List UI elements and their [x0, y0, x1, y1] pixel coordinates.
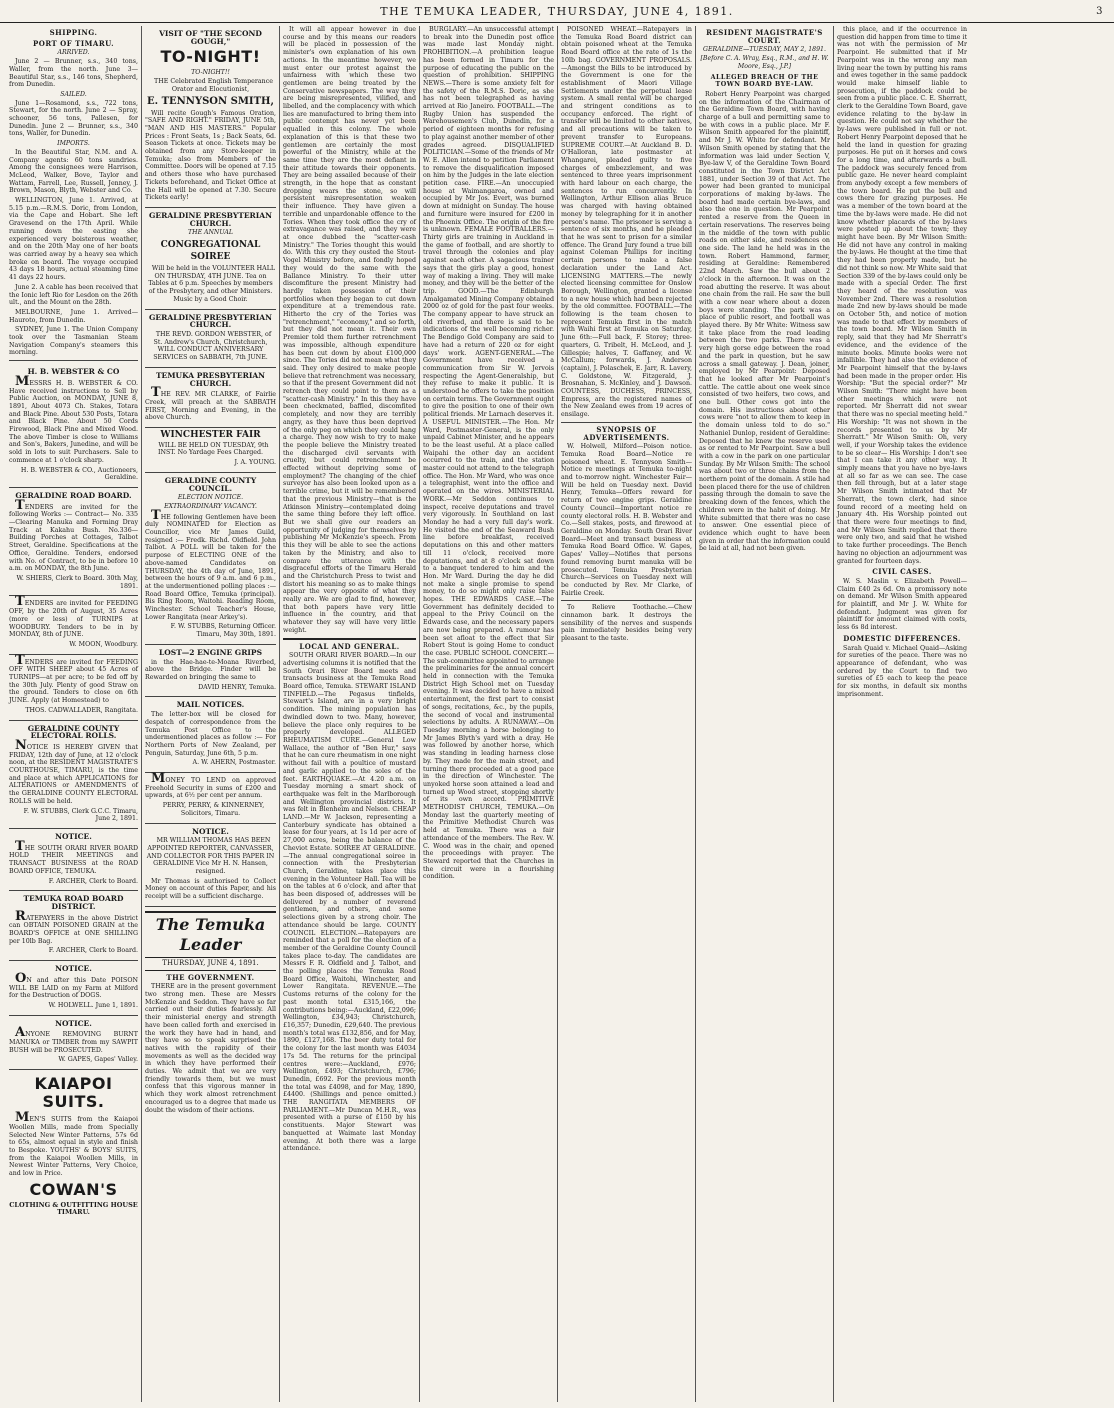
local-heading: LOCAL AND GENERAL.: [299, 641, 400, 651]
presby2-body: THE REVD. GORDON WEBSTER, of St. Andrew's Church, Christchurch, WILL CONDUCT ANNIVERSARY SERVICES on SABBATH, 7th JUNE.: [153, 330, 272, 362]
lost-body: in the Hae-hae-te-Moana Riverbed, above the Bridge. Finder will be Rewarded on bringing the same to: [145, 658, 276, 681]
thomas-body: MR WILLIAM THOMAS HAS BEEN APPOINTED REPORTER, CANVASSER, AND COLLECTOR FOR THIS PAPER IN GERALDINE Vice Mr H. N. Hansen, resigned.: [146, 837, 275, 876]
temuka-road-ad: [9, 891, 138, 961]
road-board-text: TENDERS are invited for the following Works :— Contract— No. 335—Clearing Manuka and Forming Dray Track at Kakahu Bush. No.336—Building Porches at Cottages, Talbot Street, Geraldine. Specifications at the Office, Geraldine. Tenders, endorsed with No. of Contract, to be in before 10 a.m. on MONDAY, the 8th June.: [9, 497, 138, 573]
masthead-title: THE TEMUKA LEADER, THURSDAY, JUNE 4, 1891.: [380, 4, 734, 18]
gapes-text: ANYONE REMOVING BURNT MANUKA or TIMBER from my SAWPIT BUSH will be PROSECUTED.: [9, 1025, 138, 1054]
money-signature: PERRY, PERRY, & KINNERNEY, Solicitors, Timaru.: [162, 802, 265, 817]
feeding-text: TENDERS are invited for FEEDING OFF, by the 20th of August, 35 Acres (more or less) of TURNIPS at WOODBURY. Tenders to be in by MONDAY, 8th of JUNE.: [9, 594, 138, 639]
column-7: [834, 26, 970, 1402]
local-text: SOUTH ORARI RIVER BOARD.—In our advertising columns it is notified that the South Orari River Board meets and transacts business at the Temuka Road Board office, Temuka. STEWART ISLAND TINFIELD.—The Pegasus tinfields, Stewart's Island, are in a very bright condition. The mining population has dwindled down to two. Many, however, believe the place only requires to be properly developed. ALLEGED RHEUMATISM CURE.—General Low Wallace, the author of "Ben Hur," says that he can cure rheumatism in one night without fail with a poultice of mustard and garlic applied to the soles of the feet. EARTHQUAKE.—At 4.20 a.m. on Tuesday morning a smart shock of earthquake was felt in the Marlborough and Wellington provincial districts. It was felt in Blenheim and Nelson. CHEAP LAND.—Mr W. Jackson, representing a Canterbury syndicate has obtained a lease for four years, at 1s 1d per acre of 27,000 acres, being the balance of the Cheviot Estate. SOIREE AT GERALDINE.—The annual congregational soiree in connection with the Presbyterian Church, Geraldine, takes place this evening in the Volunteer Hall. Tea will be on the tables at 6 o'clock, and after that has been disposed of, addresses will be delivered by a number of reverend gentlemen, and others, and some selections given by a strong choir. The attendance should be large. COUNTY COUNCIL ELECTION.—Ratepayers are reminded that a poll for the election of a member of the Geraldine County Council takes place to-day. The candidates are Messrs F. R. Oldfield and J. Talbot, and the polling places the Temuka Road Board Office, Waitohi, Winchester, and Lower Rangitata. REVENUE.—The Customs returns of the colony for the past month total £315,166, the contributions being:—Auckland, £22,096; Wellington, £34,943; Christchurch, £16,357; Dunedin, £29,640. The previous month's total was £132,856, and for May, 1890, £127,168. The beer duty total for the colony for the last month was £4034 17s 5d. The returns for the principal centres were:—Auckland, £976; Wellington, £493; Christchurch, £796; Dunedin, £692. For the previous month the total was £4098, and for May, 1890, £4400. (Shillings and pence omitted.) THE RANGITATA MEMBERS OF PARLIAMENT.—Mr Duncan M.H.R., was presented with a purse of £150 by his constituents. Major Stewart was banquetted at Waimate last Monday evening. At both there was a large attendance.: [283, 652, 416, 1153]
tonight-heading: TO-NIGHT!: [160, 47, 261, 67]
presby-body: Will be held in the VOLUNTEER HALL ON THURSDAY, 4TH JUNE. Tea on Tables at 6 p.m. Speeches by members of the Presbytery, and other Ministers. Music by a Good Choir.: [148, 265, 276, 303]
presby-anniversary-ad: [145, 310, 276, 368]
south-orari-ad: [9, 829, 138, 891]
poison-signature: W. HOLWELL. June 1, 1891.: [48, 1001, 138, 1009]
lost-signature: DAVID HENRY, Temuka.: [198, 683, 276, 691]
road-board-heading: GERALDINE ROAD BOARD.: [15, 490, 132, 500]
temuka-presby-body: THE REV. MR CLARKE, of Fairlie Creek, will preach at the SABBATH FIRST, Morning and Evening, in the above Church.: [145, 385, 276, 422]
visit-heading: VISIT OF "THE SECOND GOUGH,": [159, 29, 262, 46]
presby-heading: GERALDINE PRESBYTERIAN CHURCH.: [149, 210, 272, 228]
court-text-cont: this place, and if the occurrence in question did happen from time to time it was not with the permission of Mr Pearpoint. He submitted that if Mr Pearpoint was in the wrong any man living near the town by putting his rams and ewes together in the same paddock would make himself liable to prosecution, if the paddock could be seen from a public place. C. E. Sherratt, clerk to the Geraldine Town Board, gave evidence relating to the by-law in question. He could not say whether the by-laws were published in full or not. Robert Henry Pearpoint deposed that he held the land in question for grazing purposes. He put on it horses and cows for a long time, and afterwards a bull. The paddock was securely fenced from public gaze. He never heard complaint from anybody except a few members of the town board. He put the bull and cows there for grazing purposes. He was a member of the town board at the time the by-laws were made. He did not know whether placards of the by-laws were posted up about the town; they might have been. By Mr Wilson Smith: He did not have any control in making the by-laws. He thought at the time that they had been properly made, but he did not think so now. Mr White said that Section 339 of the by-laws could only be made with a special Order. The first they heard of the resolution was November 2nd. There was a resolution made 2nd new by-laws should be made on October 5th, and notice of motion was made to that effect by members of the town board. Mr Wilson Smith in reply, said that they had Mr Sherratt's evidence, and the evidence of the minute books. Minute books were not infallible. They had also the evidence of Mr Pearpoint himself that the by-laws had been made in the proper order. His Worship: "But the special order?" Mr Wilson Smith: "There might have been other meetings which were not reported. Mr Sherratt did not swear that there was no special meeting held." His Worship: "It was not shown in the records presented to us by Mr Sherratt." Mr Wilson Smith: Oh, very well, if your Worship takes the evidence to be so clear— His Worship: I don't see that I can take it any other way. It simply means that you have no bye-laws at all so far as we can see. The case then fell through, but at a later stage Mr Wilson Smith intimated that Mr Sherratt, the town clerk, had since found record of a meeting held on January 4th. His Worship pointed out that there were four meetings to find, and Mr Wilson Smith replied that there were only two, and said that he wished to take further proceedings. The Bench having no objection an adjournment was granted for fourteen days.: [837, 26, 967, 565]
column-2: [142, 26, 280, 1402]
cowan-text: CLOTHING & OUTFITTING HOUSE TIMARU.: [9, 1200, 138, 1217]
temuka-road-text: RATEPAYERS in the above District can OBTAIN POISONED GRAIN at the BOARD'S OFFICE at ONE SHILLING per 10lb Bag.: [9, 908, 138, 945]
government-text-cont: It will all appear however in due course and by this means our readers will be placed in possession of the minister's own explanation of his own actions. In the meantime however, we must enter our protest against the unfairness with which these two gentlemen are being treated by the Conservative newspapers. The way they are being misrepresented, vilified, and libelled, and the complacency with which lies are manufactured to bring them into public contempt has never yet been equalled in this colony. The whole explanation of this is that these two gentlemen are certainly the most powerful of the Ministry, while at the same time they are the most defiant in their attitude towards their opponents. They are being assailed because of their strength, in the hope that as constant dropping wears the stone, so will persistent misrepresentation weaken their influence. They have given a terrible and unpardonable offence to the Tories. When they took office the cry of extravagance was raised, and they were at once dubbed the "scatter-cash Ministry." The Tories thought this would do. With this cry they ousted the Stout-Vogel Ministry before, and fondly hoped they would do the same with the Ballance Ministry. To their utter discomfiture the present Ministry had hardly taken possession of their portfolios when they began to cut down expenditure at a tremendous rate. Hitherto the cry of the Tories was "retrenchment," "economy," and so forth, but they did not mean it. Their own Premier told them further retrenchment was impossible, although expenditure has been cut down by about £100,000 since. The Tories did not mean what they said. They only desired to make people believe that retrenchment was necessary, so that if the present Government did not retrench they could point to them as a "scatter-cash Ministry." In this they have been checkmated, baffled, discomfited completely, and now they are terribly angry, as they have thus been deprived of the only peg on which they could hang a charge. They now wish to try to make the people believe the Ministry treated the discharged civil servants with cruelty, but could retrenchment be effected without depriving some of employment? The changing of the chief surveyor has also been looked upon as a terrible crime, but it will be remembered that the previous Ministry—that is the Atkinson Ministry—contemplated doing the same thing before they left office. But we shall give our readers an opportunity of judging for themselves by publishing Mr McKenzie's speech. From this they will be able to see the actions taken by the Ministry, and also to compare the utterance with the disgraceful efforts of the Timaru Herald and the Christchurch Press to twist and distort his meaning so as to make things appear the very opposite of what they really are. We are glad to find, however, that both papers have very little influence in the country, and that whatever they say will have very little weight.: [283, 26, 416, 634]
page-number: 3: [1096, 5, 1104, 17]
sailed-text: June 1—Rosamond, s.s., 722 tons, Stewart, for the north. June 2 — Spray, schooner, 56 tons, Pallesen, for Dunedin. June 2 — Brunner, s.s., 340 tons, Waller, for Dunedin.: [9, 99, 138, 138]
government-text: THERE are in the present government two strong men. These are Messrs McKenzie and Seddon. They have so far carried out their duties fearlessly. All their ministerial energy and strength have been called forth and exercised in the work they have had in hand, and they have so to speak surprised the natives with the rapidity of their movements as well as the decided way in which they have performed their duties. We admit that we are very friendly towards them, but we must confess that this vigorous manner in which they work almost retrenchment encouraged us to a degree that made us doubt the wisdom of their actions.: [145, 983, 276, 1114]
gapes-signature: W. GAPES, Gapes' Valley.: [58, 1056, 138, 1064]
temuka-presby-heading: TEMUKA PRESBYTERIAN CHURCH.: [155, 370, 266, 388]
kaiapoi-ad: [9, 1070, 138, 1220]
shipping-heading: SHIPPING.: [49, 28, 98, 37]
arrived-text: June 2 — Brunner, s.s., 340 tons, Waller, from the north. June 3—Beautiful Star, s.s., 146 tons, Shepherd, from Dunedin.: [9, 58, 138, 89]
gapes-heading: NOTICE.: [55, 1018, 92, 1028]
feeding-ad: [9, 596, 138, 654]
temuka-road-heading: TEMUKA ROAD BOARD DISTRICT.: [23, 894, 124, 911]
government-heading: THE GOVERNMENT.: [166, 972, 255, 982]
imports-text: In the Beautiful Star, N.M. and A. Company agents: 60 tons sundries. Among the consignees were Harrison, McLeod, Walker, Bove, Taylor and Wattam, Farrell, Lee, Russell, Jenney, J. Brown, Mason, Blyth, Webster and Co.: [9, 148, 138, 195]
mail-ad: [145, 697, 276, 773]
south-orari-text: THE SOUTH ORARI RIVER BOARD HOLD THEIR MEETINGS and TRANSACT BUSINESS at the ROAD BOARD OFFICE, TEMUKA.: [9, 838, 138, 875]
lost-heading: LOST—2 ENGINE GRIPS: [158, 647, 262, 657]
tennyson-ad: [145, 26, 276, 208]
sheep-ad: [9, 652, 138, 721]
breach-heading: ALLEGED BREACH OF THE TOWN BOARD BYE-LAW.: [710, 73, 819, 89]
gapes-ad: [9, 1016, 138, 1071]
temuka-road-signature: F. ARCHER, Clerk to Board.: [48, 947, 138, 955]
webster-signature: H. B. WEBSTER & CO., Auctioneers, Geraldine.: [20, 466, 138, 482]
domestic-heading: DOMESTIC DIFFERENCES.: [843, 633, 961, 643]
melbourne-text: MELBOURNE, June 1. Arrived—Hauroto, from Dunedin.: [9, 308, 138, 324]
issue-date: THURSDAY, JUNE 4, 1891.: [145, 960, 276, 971]
column-6: [696, 26, 834, 1402]
council-ad: [145, 473, 276, 645]
sydney-text: SYDNEY, June 1. The Union Company took over the Tasmanian Steam Navigation Company's steamers this morning.: [9, 326, 138, 357]
thomas-ad: [145, 824, 276, 907]
column-1: [6, 26, 142, 1402]
thomas-body-2: Mr Thomas is authorised to Collect Money on account of this Paper, and his receipt will be a sufficient discharge.: [145, 877, 276, 901]
tennyson-intro: THE Celebrated English Temperance Orator and Elocutionist,: [154, 78, 273, 93]
electoral-ad: [9, 721, 138, 829]
poison-heading: NOTICE.: [55, 964, 92, 974]
court-text: Robert Henry Pearpoint was charged on the information of the Chairman of the Geraldine Town Board, with having charge of a bull and permitting same to be with cows in a public place. Mr F. Wilson Smith appeared for the plaintiff, and Mr J. W. White for defendant. Mr Wilson Smith opened by stating that the information was laid under Section V, Bye-law V, of the Geraldine Town Board constituted in the Town District Act 1881, under Section 39 of that Act. The power had been granted to municipal corporations of making by-laws. The board had made certain bye-laws, and also the one in question. Mr Pearpoint rented a reserve from the Queen in certain reservations. The reserves being in the middle of the town with public roads on either side, and residences on one side. The land he held was in the town. Robert Hammond, farmer, residing at Geraldine: Remembered 22nd March. Saw the bull about 2 o'clock in the afternoon. It was on the road abutting the reserve. It was about one chain from the rail. He saw the bull with a cow near where about a dozen boys were standing. The park was a place of public resort, and football was played there. By Mr White: Witness saw it take place from the road leading between the two parks. There was a very high gorse edge between the road and the park in question, but he saw across a small gateway. J. Dean, joiner, employed by Mr Pearpoint: Deposed that he looked after Mr Pearpoint's cattle. The cattle about one week since consisted of two heifers, two cows, and one bull. Other cows got into the domain. His instructions about other cows were "not to allow them to keep in the domain unless told to do so." Nathaniel Dunlop, resident of Geraldine: Deposed that he knew the reserve used as or rented to Mr Pearpoint. Saw a bull with a cow in the park on one particular Sunday. By Mr Wilson Smith: The school was about two or three chains from the northern point of the domain. A stile had been placed there for the use of children passing through the domain to save the breaking down of the fences, which the children were in the habit of doing. Mr White submitted that there was no case to answer. One essential piece of evidence which ought to have been given in order that the information could be laid at all, had not been given.: [699, 90, 830, 553]
poison-ad: [9, 961, 138, 1016]
presby2-heading: GERALDINE PRESBYTERIAN CHURCH.: [149, 312, 272, 330]
council-body: THE following Gentlemen have been duly NOMINATED for Election as Councillor, vice Mr James Guild, resigned :— Fredk. Richd. Oldfield. John Talbot. A POLL will be taken for the purpose of ELECTING ONE of the above-named Candidates on THURSDAY, the 4th day of June, 1891, between the hours of 9 a.m. and 6 p.m., at the undermentioned polling places :— Road Board Office, Temuka (principal). Bis Ring Room, Waitohi. Reading Room, Winchester. School Teacher's House, Lower Rangitata (near Arkey's).: [145, 507, 276, 621]
kaiapoi-text: MEN'S SUITS from the Kaiapoi Woollen Mills, made from Specially Selected New Winter Patterns, 57s 6d to 65s, almost equal in style and finish to Bespoke. YOUTHS' & BOYS' SUITS, from the Kaiapoi Woollen Mills, in Newest Winter Patterns, Very Choice, and low in Price.: [9, 1110, 138, 1178]
toothache-text: To Relieve Toothache.—Chew cinnamon bark. It destroys the sensibility of the nerves and suspends pain immediately besides being very pleasant to the taste.: [561, 604, 692, 643]
money-ad: [145, 773, 276, 824]
sheep-text: TENDERS are invited for FEEDING OFF WITH SHEEP about 45 Acres of TURNIPS—at per acre; to be fed off by the 30th July. Plenty of good Straw on the ground. Tenders to close on 6th JUNE. Apply (at Homestead) to: [9, 652, 138, 705]
mail-body: The letter-box will be closed for despatch of correspondence from the Temuka Post Office to the undermentioned places as follow :— For Northern Ports of New Zealand, per Penguin, Saturday, June 6th, 5 p.m.: [145, 711, 276, 757]
winchester-heading: WINCHESTER FAIR: [160, 430, 261, 441]
mail-signature: A. W. AHERN, Postmaster.: [192, 759, 276, 767]
court-heading: RESIDENT MAGISTRATE'S COURT.: [706, 28, 823, 45]
port-heading: PORT OF TIMARU.: [32, 38, 115, 48]
sheep-signature: THOS. CADWALLADER, Rangitata.: [25, 706, 138, 714]
local-text-cont-2: POISONED WHEAT.—Ratepayers in the Temuka Road Board district can obtain poisoned wheat at the Temuka Road Board office at the rate of 1s the 10lb bag. GOVERNMENT PROPOSALS.—Amongst the Bills to be introduced by the Government is one for the establishment of Maori Village Settlements under the perpetual lease system. A small rental will be charged and stringent conditions as to occupancy enforced. The right of transfer will be limited to other natives, and all precautions will be taken to prevent transfer to Europeans. SUPREME COURT.—At Auckland B. D. O'Halloran, late postmaster at Whangarei, pleaded guilty to five charges of embezzlement, and was sentenced to three years imprisonment with hard labour on each charge, the sentences to run concurrently. In Wellington, Arthur Ellison alias Bruce was charged with having obtained money by telegraphing for it in another person's name. The prisoner is serving a sentence of six months, and he pleaded that he was sent to prison for a similar offence. The Grand Jury found a true bill against Coleman Phillips for inciting certain persons to make a false declaration under the Land Act. LICENSING MATTERS.—The newly elected licensing committee for Onslow Borough, Wellington, granted a license to a new house which had been rejected by the old committee. FOOTBALL.—The following is the team chosen to represent Temuka first in the match with Waihi first at Temuka on Saturday, June 6th:—Full back, F. Storey; three-quarters, G. Tribelt, H. McLeod, and J. Gillespie; halves, T. Gaffaney, and W. McCallum; forwards, J. Anderson (captain), J. Polaschek, E. Jarr, R. Lavery, C. Goldstone, W. Fitzgerald, J. Brosnahan, S. McKinley, and J. Dawson. COUNTESS, DUCHESS, PRINCESS, Empress, are the registered names of the New Zealand ewes from 19 acres of ensilage.: [561, 26, 692, 419]
south-orari-heading: NOTICE.: [55, 831, 92, 841]
newspaper-columns: [6, 26, 1108, 1402]
electoral-text: NOTICE IS HEREBY GIVEN that FRIDAY, 12th day of June, at 12 o'clock noon, at the RESIDENT MAGISTRATE'S COURTHOUSE, TIMARU, is the time and place at which APPLICATIONS for ALTERATIONS or AMENDMENTS of the GERALDINE COUNTY ELECTORAL ROLLS will be held.: [9, 737, 138, 805]
webster-text: MESSRS H. B. WEBSTER & CO. Have received instructions to Sell by Public Auction, on MONDAY, JUNE 8, 1891, About 4073 Ch. Stakes, Totara and Black Pine. About 530 Posts, Totara and Black Pine. About 50 Cords Firewood, Black Pine and Mixed Wood. The above Timber is close to Williams and Son's, Bakers, Junedine, and will be sold in lots to suit Purchasers. Sale to commence at 1 o'clock sharp.: [9, 373, 138, 464]
arrived-heading: ARRIVED.: [57, 49, 90, 57]
wellington-text: WELLINGTON, June 1. Arrived, at 5.15 p.m.—R.M.S. Doric, from London, via the Cape and Hobart. She left Gravesend on the 17th April. While running down the easting she experienced very boisterous weather, and on the 20th May one of her boats was carried away by a heavy sea which broke on board. The voyage occupied 43 days 18 hours, actual steaming time 41 days 22 hours.: [9, 197, 138, 282]
cable-text: June 2. A cable has been received that the Ionic left Rio for Lesdon on the 26th ult., and the Mount on the 28th.: [9, 283, 138, 307]
election-heading: ELECTION NOTICE.: [177, 494, 244, 502]
webster-heading: H. B. WEBSTER & CO: [27, 367, 120, 377]
sailed-heading: SAILED.: [60, 90, 87, 98]
page-masthead: [0, 0, 1114, 23]
synopsis-text: W. Holwell, Milford—Poison notice. Temuka Road Board—Notice re poisoned wheat. E. Tennyson Smith—Notice re meetings at Temuka to-night and to-morrow night. Winchester Fair—Will be held on Tuesday next. David Henry, Temuka—Offers reward for return of two engine grips. Geraldine County Council—Important notice re county electoral rolls. H. B. Webster and Co.—Sell stakes, posts, and firewood at Geraldine on Monday. South Orari River Board—Meet and transact business at Temuka Road Board Office. W. Gapes, Gapes' Valley—Notifies that persons found removing burnt manuka will be prosecuted. Temuka Presbyterian Church—Services on Tuesday next will be conducted by Rev. Mr Clarke, of Fairlie Creek.: [561, 443, 692, 597]
mail-heading: MAIL NOTICES.: [176, 700, 245, 710]
tennyson-body: Will recite Gough's Famous Oration, "SAFE AND RIGHT." FRIDAY, JUNE 5th, "MAN AND HIS MASTERS." Popular Prices : Front Seats, 1s ; Back Seats, 6d. Season Tickets at once. Tickets may be obtained from any Store-keeper in Temuka; also from Members of the Committee. Doors will be opened at 7.15 and others those who have purchased Tickets beforehand, and Ticket Office at the Hall will be opened at 7.30. Secure Tickets early!: [145, 109, 276, 202]
road-board-signature: W. SHIERS, Clerk to Board. 30th May, 1891.: [16, 575, 138, 590]
extraordinary-heading: EXTRAORDINARY VACANCY.: [164, 502, 257, 510]
tennyson-name: E. TENNYSON SMITH,: [147, 95, 274, 107]
tonight-subheading: TO-NIGHT!!: [191, 69, 230, 77]
civil-heading: CIVIL CASES.: [872, 567, 932, 577]
local-text-cont: BURGLARY.—An unsuccessful attempt to break into the Dunedin post office was made last Monday night. PROHIBITION.—A prohibition league has been formed in Timaru for the purpose of educating the public on the question of prohibition. SHIPPING NEWS.—There is some anxiety felt for the safety of the R.M.S. Doric, as she has not been telegraphed as having arrived at Rio Janeiro. FOOTBALL.—The Rugby Union has suspended the Warehousemen's Club, Dunedin, for a period of eighteen months for refusing to play against another member of other grades agreed. DISQUALIFIED POLITICIAN.—Some of the friends of Mr W. E. Allen intend to petition Parliament to remove the disqualification imposed on him by the Judges in the late election petition case. FIRE.—An unoccupied house at Waimangaroa, owned and occupied by Mr Jos. Evert, was burned down at midnight on Sunday. The house and furniture were insured for £200 in the Phoenix Office. The origin of the fire is unknown. FEMALE FOOTBALLERS.—Thirty girls are training in Auckland in the game of football, and are shortly to travel through the colonies and play against each other. A sagacious trainer says that the girls play a good, honest way of making a living. They will make money, and they will be the better of the trip. GOOD.—The Edinburgh Amalgamated Mining Company obtained 2000 oz of gold for the past four weeks. The company appear to have struck an old riverbed, and there is said to be indications of the well becoming richer. The Bendigo Gold Company are said to have had a return of 220 oz for eight days' work. AGENT-GENERAL.—The Government have received a communication from Sir W. Jervois respecting the Agent-Generalship, but they refuse to make it public. It is understood he offers to take the position on certain terms. The Government ought to give the position to one of their own political friends. Mr Larnach deserves it. A USEFUL MINISTER.—The Hon. Mr Ward, Postmaster-General, is the only unpaid Cabinet Minister, and he appears to be the least useful. At a place called Waipahi the other day an accident occurred to the train, and the station master could not attend to the telegraph office. The Hon. Mr Ward, who was once a telegraphist, went into the office and operated on the wires. MINISTERIAL WORK.—Mr Seddon continues to inspect, receive deputations and travel very vigorously. In Southland on last Monday he had a very full day's work. He visited the end of the Seaward Bush line before breakfast, received deputations on this and other matters till 11 o'clock, received more deputations, and at 8 o'clock sat down to a banquet tendered to him and the Hon. Mr Ward. During the day he did not make a single promise to spend money, to do so might only raise false hopes. THE EDWARDS CASE.—The Government has definitely decided to appeal to the Privy Council on the Edwards case, and the necessary papers are now being prepared. A rumour has been set afloat to the effect that Sir Robert Stout is going Home to conduct the case. PUBLIC SCHOOL CONCERT.—The sub-committee appointed to arrange the preliminaries for the annual concert held in connection with the Temuka District High School met on Tuesday evening. It was decided to have a mixed entertainment, the first part to consist of songs, recitations, &c., by the pupils, the second of vocal and instrumental selections by adults. A RUNAWAY.—On Tuesday morning a horse belonging to Mr James Blyth's yard with a dray. He was followed by another horse, which was standing in leading harness close by. They made for the main street, and turning there proceeded at a good pace in the direction of Winchester. The unyoked horse soon attained a lead and turned up Wood street, stopping shortly of its own accord. PRIMITIVE METHODIST CHURCH, TEMUKA.—On Monday last the quarterly meeting of the Primitive Methodist Church was held at Temuka. There was a fair attendance of the members. The Rev. W. C. Wood was in the chair, and opened the proceedings with prayer. The Steward reported that the Churches in the circuit were in a flourishing condition.: [423, 26, 554, 881]
electoral-signature: F. W. STUBBS, Clerk G.C.C. Timaru, June 2, 1891.: [23, 807, 138, 823]
column-3: [280, 26, 420, 1402]
synopsis-heading: SYNOPSIS OF ADVERTISEMENTS.: [583, 424, 670, 442]
presby-soiree-ad: [145, 208, 276, 310]
council-signature: F. W. STUBBS, Returning Officer. Timaru, May 30th, 1891.: [170, 623, 276, 639]
column-4: [420, 26, 558, 1402]
winchester-ad: [145, 428, 276, 473]
lost-ad: [145, 645, 276, 698]
soiree-heading: CONGREGATIONAL SOIREE: [160, 240, 261, 263]
column-5: [558, 26, 696, 1402]
council-heading: GERALDINE COUNTY COUNCIL.: [164, 475, 257, 493]
kaiapoi-heading: KAIAPOI SUITS.: [34, 1074, 113, 1112]
south-orari-signature: F. ARCHER, Clerk to Board.: [48, 877, 138, 885]
electoral-heading: GERALDINE COUNTY ELECTORAL ROLLS.: [27, 723, 120, 741]
presby-subheading: THE ANNUAL: [188, 229, 233, 237]
temuka-presby-ad: [145, 368, 276, 428]
court-date: GERALDINE—TUESDAY, MAY 2, 1891.: [703, 46, 826, 54]
cowan-heading: COWAN'S: [29, 1179, 118, 1199]
money-body: MONEY TO LEND on approved Freehold Security in sums of £200 and upwards, at 6½ per cent per annum.: [145, 771, 276, 800]
feeding-signature: W. MOON, Woodbury.: [69, 640, 138, 648]
winchester-signature: J. A. YOUNG.: [234, 459, 276, 467]
poison-text: ON and after this Date POISON WILL BE LAID on my Farm at Milford for the Destruction of DOGS.: [9, 970, 138, 1000]
winchester-body: WILL BE HELD ON TUESDAY, 9th INST. No Yardage Fees Charged.: [157, 441, 269, 457]
imports-heading: IMPORTS.: [57, 140, 90, 148]
civil-text: W. S. Maslin v. Elizabeth Powell—Claim £40 2s 6d. On a promissory note on demand. Mr Wilson Smith appeared for plaintiff, and Mr J. W. White for defendant. Judgment was given for plaintiff for amount claimed with costs, less 6s 8d interest.: [837, 577, 967, 632]
court-before: [Before C. A. Wray, Esq., R.M., and H. W. Moore, Esq., J.P.]: [700, 55, 829, 70]
road-board-ad: [9, 488, 138, 596]
newspaper-nameplate: The Temuka Leader: [145, 911, 276, 958]
webster-ad: [9, 364, 138, 488]
domestic-text: Sarah Quaid v. Michael Quaid—Asking for sureties of the peace. There was no appearance of defendant, who was ordered by the Court to find two sureties of £5 each to keep the peace for six months, in default six months imprisonment.: [837, 644, 967, 698]
thomas-heading: NOTICE.: [192, 826, 229, 836]
